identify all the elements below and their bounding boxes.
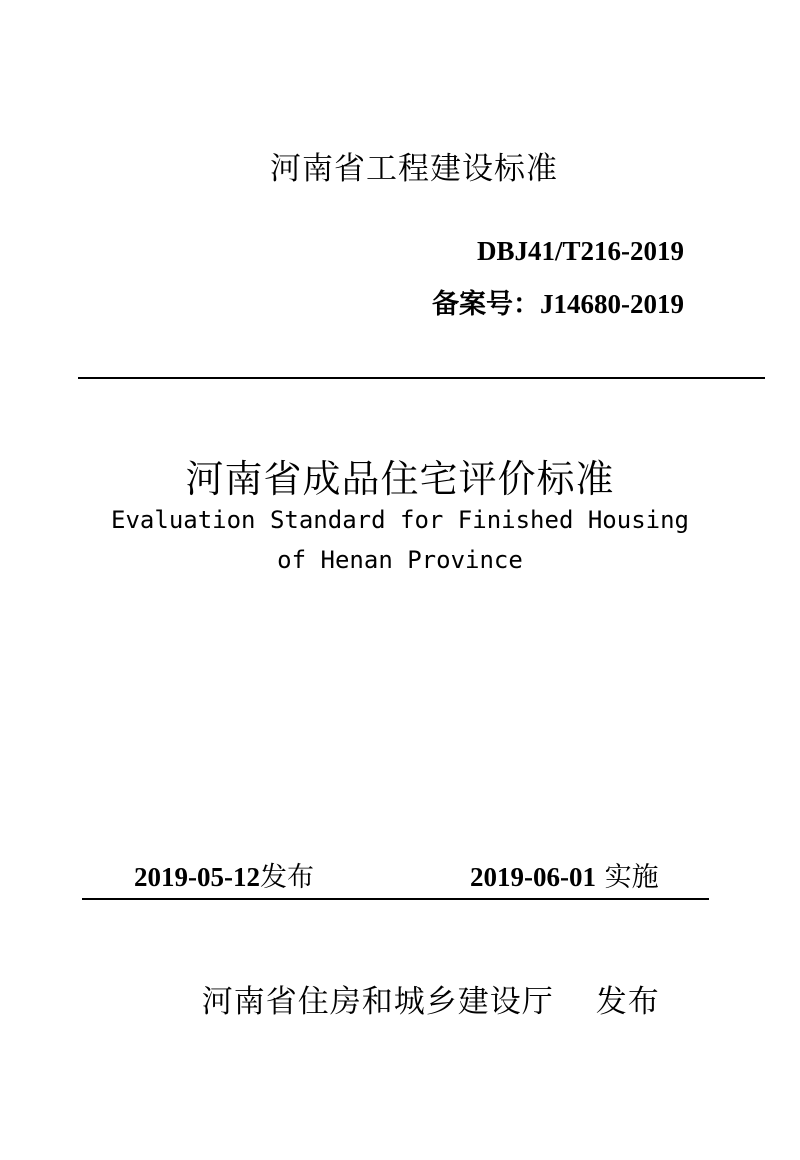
- document-title: 河南省成品住宅评价标准: [185, 457, 615, 501]
- standard-code: DBJ41/T216-2019: [476, 236, 684, 266]
- publisher-line: [180, 940, 660, 1021]
- publish-label: 发布: [595, 984, 660, 1020]
- english-title-line-1: Evaluation Standard for Finished Housing: [111, 506, 689, 534]
- top-divider: [78, 377, 765, 379]
- implement-date-group: [470, 855, 659, 894]
- implement-date: 2019-06-01: [470, 862, 596, 892]
- english-title-line-2: of Henan Province: [277, 546, 523, 574]
- series-title: 河南省工程建设标准: [270, 151, 558, 187]
- record-number: 备案号：J14680-2019: [432, 289, 684, 319]
- bottom-divider: [82, 898, 709, 900]
- issue-date-group: [134, 855, 314, 894]
- implement-label: 实施: [604, 862, 659, 893]
- issue-date: 2019-05-12: [134, 862, 260, 892]
- issue-label: 发布: [259, 862, 314, 893]
- publisher-name: 河南省住房和城乡建设厅: [201, 984, 554, 1020]
